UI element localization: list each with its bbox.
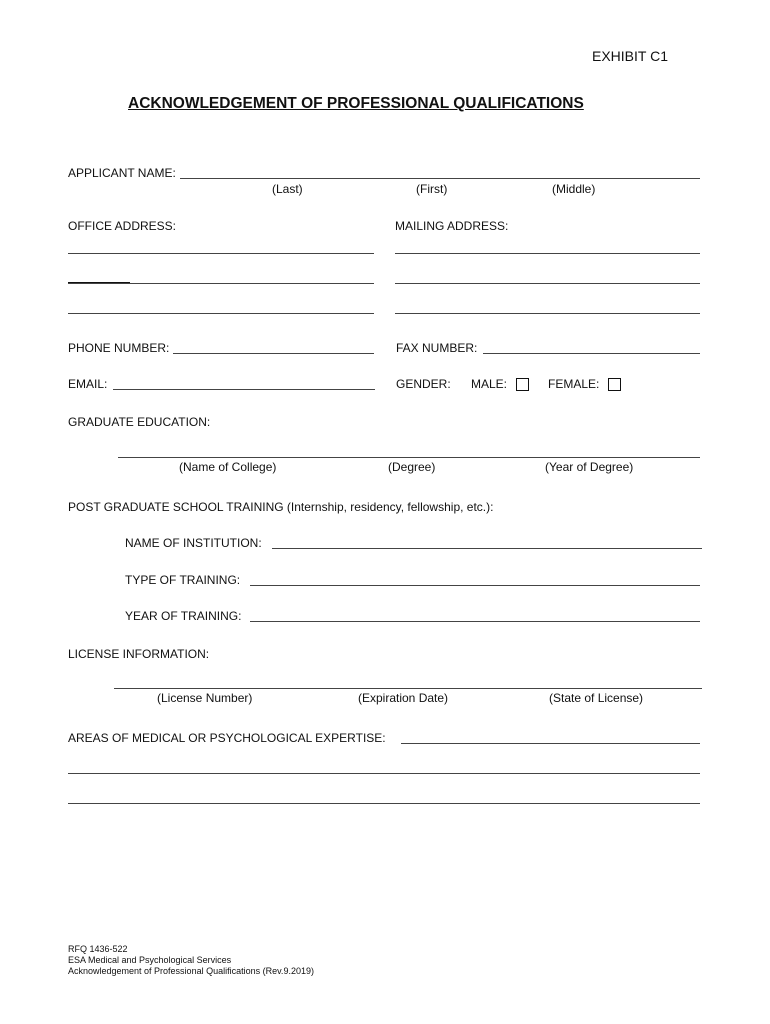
female-checkbox[interactable] (608, 378, 621, 391)
license-information-field[interactable] (114, 688, 702, 689)
email-field[interactable] (113, 389, 375, 390)
phone-number-label: PHONE NUMBER: (68, 341, 170, 355)
graduate-education-label: GRADUATE EDUCATION: (68, 415, 211, 429)
expertise-field-line-2[interactable] (68, 773, 700, 774)
male-label: MALE: (471, 377, 508, 391)
email-label: EMAIL: (68, 377, 108, 391)
expertise-field-line-1[interactable] (401, 743, 700, 744)
fax-number-label: FAX NUMBER: (396, 341, 478, 355)
office-address-line-2-mark (68, 282, 130, 283)
mailing-address-line-3[interactable] (395, 313, 700, 314)
office-address-line-2[interactable] (68, 283, 374, 284)
page-title: ACKNOWLEDGEMENT OF PROFESSIONAL QUALIFICATIONS (128, 95, 584, 112)
mailing-address-line-2[interactable] (395, 283, 700, 284)
expiration-date-caption: (Expiration Date) (358, 691, 449, 705)
office-address-label: OFFICE ADDRESS: (68, 219, 177, 233)
license-number-caption: (License Number) (157, 691, 253, 705)
mailing-address-label: MAILING ADDRESS: (395, 219, 509, 233)
office-address-line-1[interactable] (68, 253, 374, 254)
training-year-field[interactable] (250, 621, 700, 622)
phone-number-field[interactable] (173, 353, 374, 354)
training-type-label: TYPE OF TRAINING: (125, 573, 241, 587)
female-label: FEMALE: (548, 377, 600, 391)
applicant-middle-caption: (Middle) (552, 182, 596, 196)
footer-service-name: ESA Medical and Psychological Services (68, 955, 232, 965)
training-type-field[interactable] (250, 585, 700, 586)
exhibit-label: EXHIBIT C1 (592, 48, 668, 64)
graduate-education-field[interactable] (118, 457, 700, 458)
fax-number-field[interactable] (483, 353, 700, 354)
footer-document-revision: Acknowledgement of Professional Qualifications (Rev.9.2019) (68, 966, 314, 976)
expertise-label: AREAS OF MEDICAL OR PSYCHOLOGICAL EXPERTISE: (68, 731, 386, 745)
post-graduate-training-heading: POST GRADUATE SCHOOL TRAINING (Internship, residency, fellowship, etc.): (68, 500, 494, 514)
training-year-label: YEAR OF TRAINING: (125, 609, 242, 623)
applicant-name-label: APPLICANT NAME: (68, 166, 176, 180)
license-information-label: LICENSE INFORMATION: (68, 647, 210, 661)
applicant-last-caption: (Last) (272, 182, 303, 196)
expertise-field-line-3[interactable] (68, 803, 700, 804)
college-name-caption: (Name of College) (179, 460, 277, 474)
institution-name-label: NAME OF INSTITUTION: (125, 536, 262, 550)
male-checkbox[interactable] (516, 378, 529, 391)
institution-name-field[interactable] (272, 548, 702, 549)
office-address-line-3[interactable] (68, 313, 374, 314)
license-state-caption: (State of License) (549, 691, 644, 705)
degree-caption: (Degree) (388, 460, 436, 474)
applicant-first-caption: (First) (416, 182, 448, 196)
mailing-address-line-1[interactable] (395, 253, 700, 254)
footer-rfq-number: RFQ 1436-522 (68, 944, 128, 954)
gender-label: GENDER: (396, 377, 451, 391)
degree-year-caption: (Year of Degree) (545, 460, 634, 474)
applicant-name-field[interactable] (180, 178, 700, 179)
